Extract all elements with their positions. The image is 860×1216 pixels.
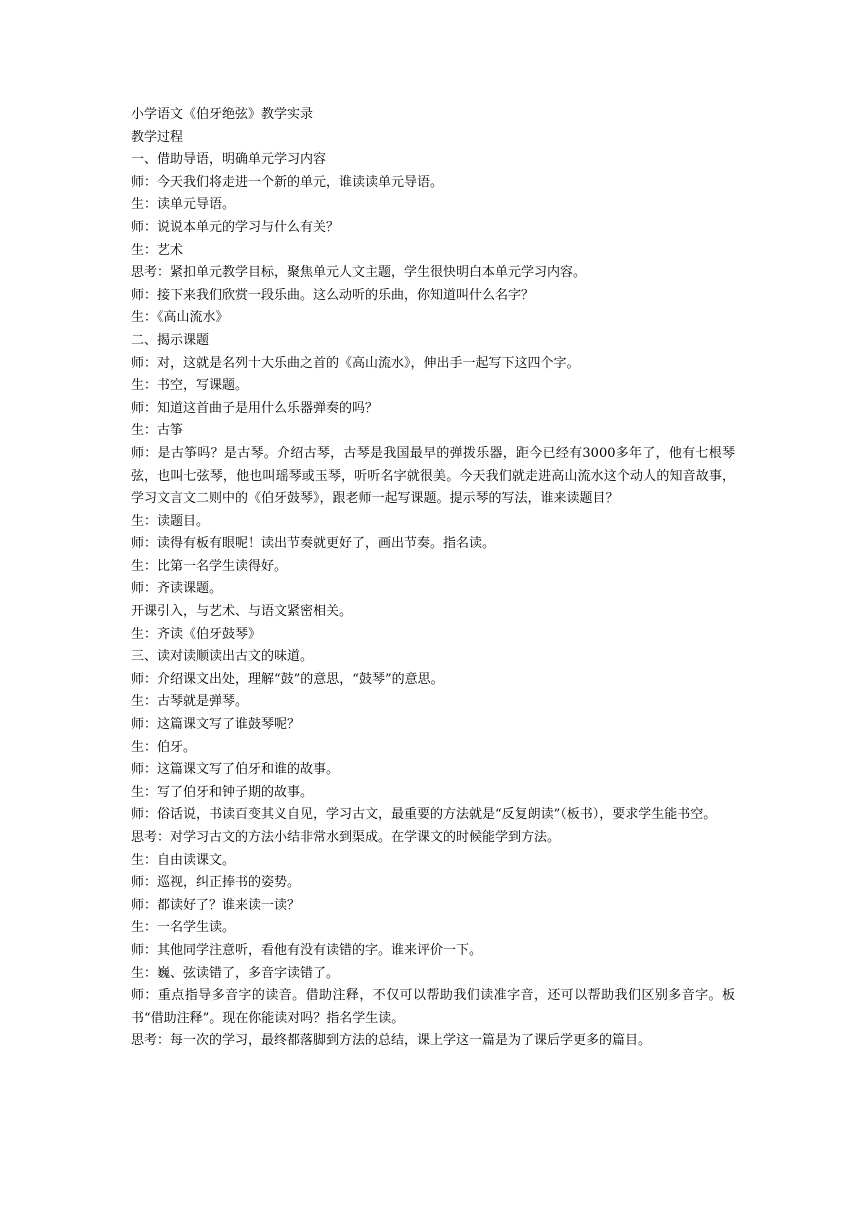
document-paragraph: 生：书空，写课题。: [131, 378, 249, 394]
document-paragraph: 师：读得有板有眼呢！读出节奏就更好了，画出节奏。指名读。: [131, 536, 496, 552]
document-paragraph: 生：古琴就是弹琴。: [131, 694, 249, 710]
document-paragraph: 生：一名学生读。: [131, 920, 236, 936]
document-paragraph: 师：是古筝吗？是古琴。介绍古琴，古琴是我国最早的弹拨乐器，距今已经有3000多年了，他有七根琴弦，也叫七弦琴，他也叫瑶琴或玉琴，听听名字就很美。今天我们就走进高山流水这个动人的知音故事，学习文言文二则中的《伯牙鼓琴》，跟老师一起写课题。提示琴的写法，谁来读题目？: [131, 445, 735, 507]
document-paragraph: 生：自由读课文。: [131, 852, 236, 868]
document-paragraph: 师：这篇课文写了伯牙和谁的故事。: [131, 762, 340, 778]
document-paragraph: 师：介绍课文出处，理解“鼓”的意思，“鼓琴”的意思。: [131, 671, 444, 687]
document-paragraph: 师：知道这首曲子是用什么乐器弹奏的吗？: [131, 400, 379, 416]
document-paragraph: 生：读题目。: [131, 513, 210, 529]
document-paragraph: 师：说说本单元的学习与什么有关？: [131, 219, 340, 235]
document-paragraph: 思考：紧扣单元教学目标，聚焦单元人文主题，学生很快明白本单元学习内容。: [131, 265, 587, 281]
document-paragraph: 师：对，这就是名列十大乐曲之首的《高山流水》，伸出手一起写下这四个字。: [131, 355, 580, 371]
document-paragraph: 三、读对读顺读出古文的味道。: [131, 649, 314, 665]
document-paragraph: 生：巍、弦读错了，多音字读错了。: [131, 965, 340, 981]
document-paragraph: 师：巡视，纠正捧书的姿势。: [131, 875, 301, 891]
document-paragraph: 开课引入，与艺术、与语文紧密相关。: [131, 604, 353, 620]
document-paragraph: 师：重点指导多音字的读音。借助注释，不仅可以帮助我们读准字音，还可以帮助我们区别多音字。板书“借助注释”。现在你能读对吗？指名学生读。: [131, 988, 735, 1026]
document-paragraph: 师：都读好了？谁来读一读？: [131, 897, 301, 913]
document-paragraph: 生：读单元导语。: [131, 197, 236, 213]
document-page: [131, 104, 735, 1053]
document-paragraph: 生：古筝: [131, 423, 184, 439]
document-body: [131, 127, 735, 1053]
document-paragraph: 师：俗话说，书读百变其义自见，学习古文，最重要的方法就是“反复朗读”（板书），要求学生能书空。: [131, 807, 717, 823]
document-paragraph: 师：接下来我们欣赏一段乐曲。这么动听的乐曲，你知道叫什么名字？: [131, 287, 535, 303]
document-paragraph: 二、揭示课题: [131, 332, 210, 348]
document-title: 小学语文《伯牙绝弦》教学实录: [131, 107, 314, 122]
document-paragraph: 思考：每一次的学习，最终都落脚到方法的总结，课上学这一篇是为了课后学更多的篇目。: [131, 1033, 652, 1049]
document-paragraph: 生：齐读《伯牙鼓琴》: [131, 626, 262, 642]
document-paragraph: 一、借助导语，明确单元学习内容: [131, 152, 327, 168]
document-paragraph: 生：《高山流水》: [131, 310, 229, 326]
document-paragraph: 师：这篇课文写了谁鼓琴呢？: [131, 717, 301, 733]
document-paragraph: 教学过程: [131, 129, 184, 145]
document-paragraph: 生：比第一名学生读得好。: [131, 558, 288, 574]
document-paragraph: 生：写了伯牙和钟子期的故事。: [131, 784, 314, 800]
document-paragraph: 生：伯牙。: [131, 739, 197, 755]
document-paragraph: 师：其他同学注意听，看他有没有读错的字。谁来评价一下。: [131, 942, 483, 958]
document-paragraph: 师：今天我们将走进一个新的单元，谁读读单元导语。: [131, 174, 444, 190]
document-paragraph: 思考：对学习古文的方法小结非常水到渠成。在学课文的时候能学到方法。: [131, 830, 561, 845]
document-paragraph: 生：艺术: [131, 242, 184, 258]
document-paragraph: 师：齐读课题。: [131, 581, 223, 597]
